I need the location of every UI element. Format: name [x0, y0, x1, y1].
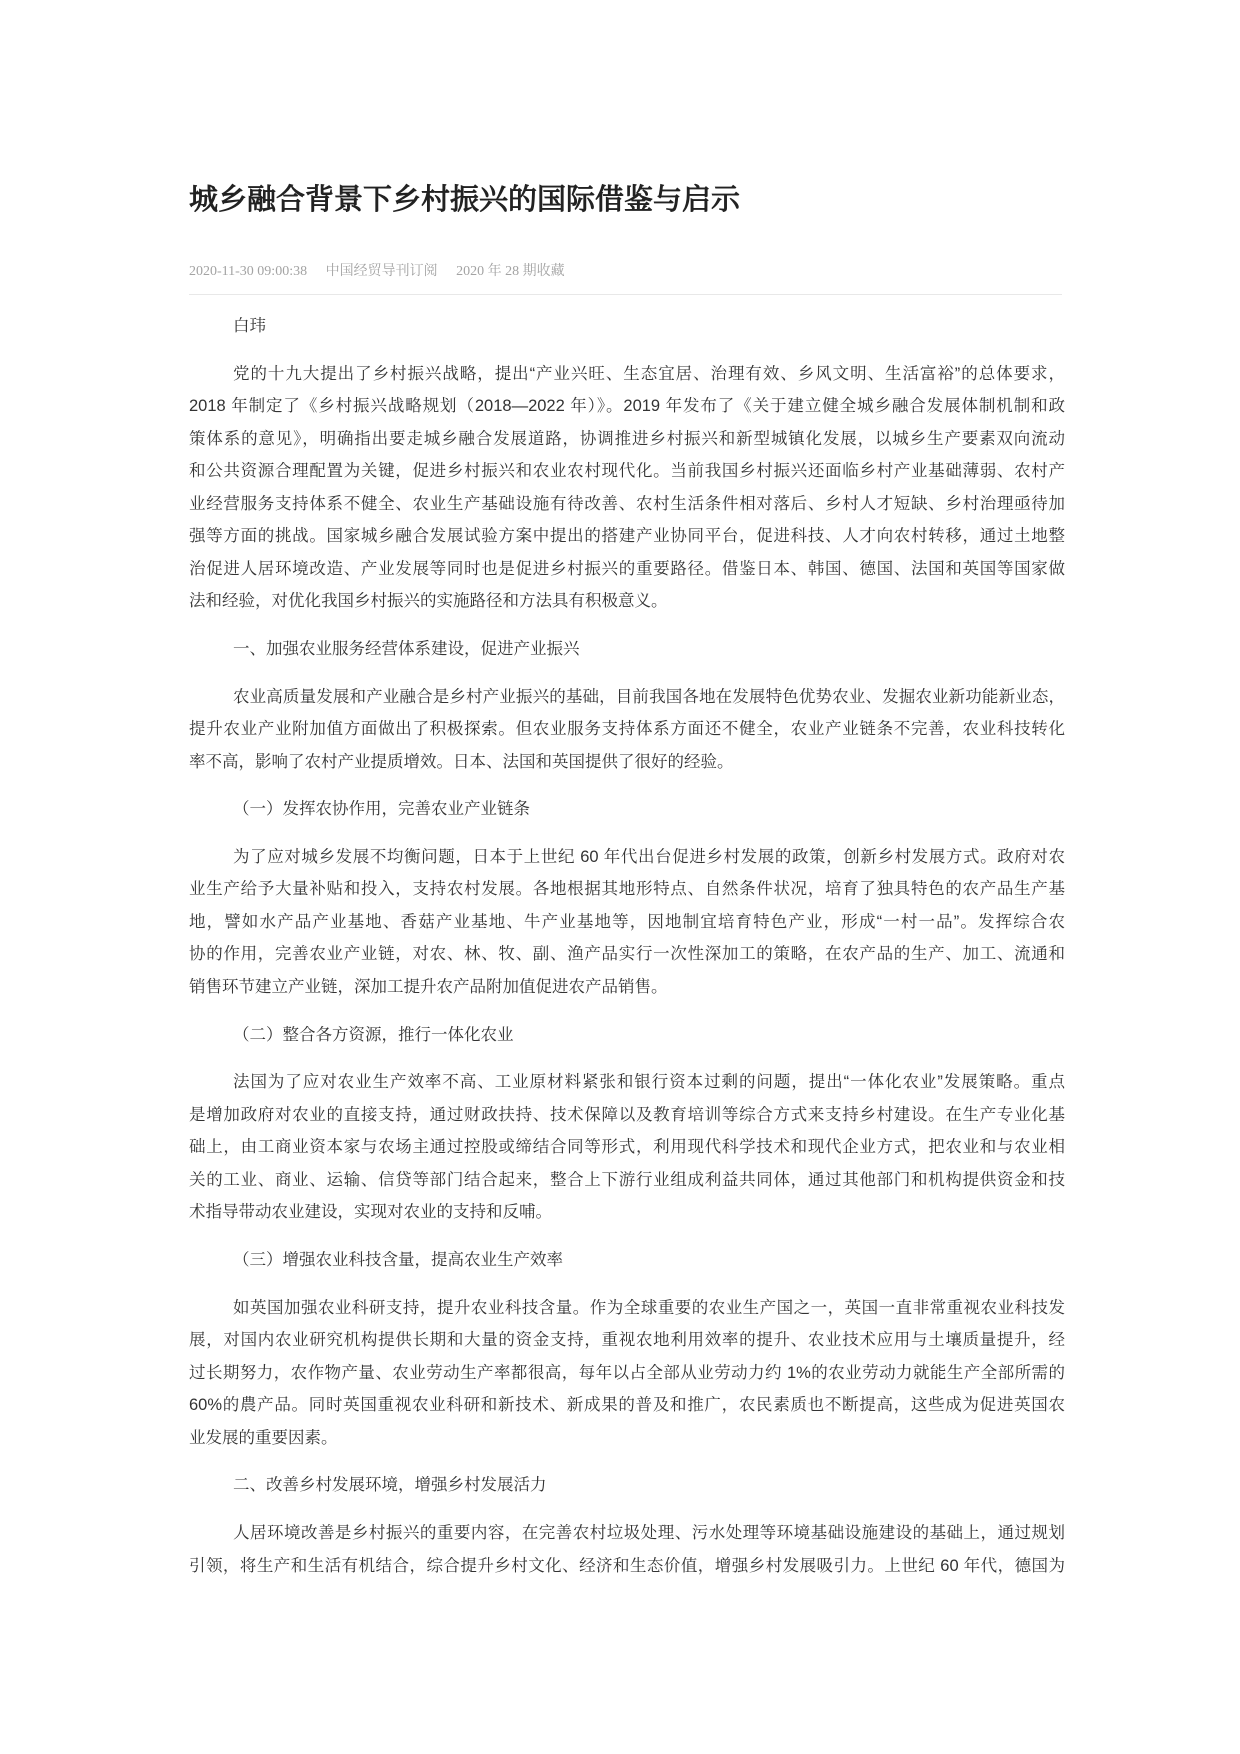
- article-body: [189, 310, 1065, 1597]
- paragraph-line: 础上，由工商业资本家与农场主通过控股或缔结合同等形式，利用现代科学技术和现代企业方式，把农业和与农业相: [189, 1138, 1065, 1157]
- body-paragraph: [189, 841, 1065, 1004]
- paragraph-line: 率不高，影响了农村产业提质增效。日本、法国和英国提供了很好的经验。: [189, 752, 734, 771]
- section-heading: 二、改善乡村发展环境，增强乡村发展活力: [233, 1476, 547, 1495]
- paragraph-line: 农业高质量发展和产业融合是乡村产业振兴的基础，目前我国各地在发展特色优势农业、发掘农业新功能新业态，: [233, 687, 1065, 706]
- paragraph-line: 业生产给予大量补贴和投入，支持农村发展。各地根据其地形特点、自然条件状况，培育了独具特色的农产品生产基: [189, 880, 1065, 899]
- paragraph-line: 人居环境改善是乡村振兴的重要内容，在完善农村垃圾处理、污水处理等环境基础设施建设的基础上，通过规划: [233, 1524, 1065, 1543]
- paragraph-line: 销售环节建立产业链，深加工提升农产品附加值促进农产品销售。: [189, 977, 668, 996]
- paragraph-line: 如英国加强农业科研支持，提升农业科技含量。作为全球重要的农业生产国之一，英国一直非常重视农业科技发: [233, 1298, 1065, 1317]
- meta-divider: [189, 294, 1062, 295]
- paragraph-line: 60%的農产品。同时英国重视农业科研和新技术、新成果的普及和推广，农民素质也不断提高，这些成为促进英国农: [189, 1396, 1065, 1415]
- paragraph-line: 业经营服务支持体系不健全、农业生产基础设施有待改善、农村生活条件相对落后、乡村人才短缺、乡村治理亟待加: [189, 494, 1065, 513]
- paragraph-line: 法和经验，对优化我国乡村振兴的实施路径和方法具有积极意义。: [189, 592, 668, 611]
- paragraph-line: 过长期努力，农作物产量、农业劳动生产率都很高，每年以占全部从业劳动力约 1%的农业劳动力就能生产全部所需的: [189, 1363, 1065, 1382]
- issue-label[interactable]: 2020 年 28 期: [456, 264, 537, 279]
- article-title: 城乡融合背景下乡村振兴的国际借鉴与启示: [189, 184, 741, 216]
- paragraph-line: 术指导带动农业建设，实现对农业的支持和反哺。: [189, 1203, 552, 1222]
- body-paragraph: [189, 358, 1065, 618]
- paragraph-line: 协的作用，完善农业产业链，对农、林、牧、副、渔产品实行一次性深加工的策略，在农产品的生产、加工、流通和: [189, 945, 1065, 964]
- article-meta: [189, 262, 565, 282]
- source-group: [326, 264, 438, 279]
- source-name[interactable]: 中国经贸导刊: [325, 264, 410, 279]
- body-paragraph: [189, 681, 1065, 779]
- paragraph-line: 和公共资源合理配置为关键，促进乡村振兴和农业农村现代化。当前我国乡村振兴还面临乡村产业基础薄弱、农村产: [189, 462, 1065, 481]
- body-paragraph: [189, 1292, 1065, 1455]
- paragraph-line: 治促进人居环境改造、产业发展等同时也是促进乡村振兴的重要路径。借鉴日本、韩国、德国、法国和英国等国家做: [189, 559, 1065, 578]
- section-heading: 一、加强农业服务经营体系建设，促进产业振兴: [233, 639, 580, 658]
- publish-time: 2020-11-30 09:00:38: [189, 264, 308, 279]
- paragraph-line: 提升农业产业附加值方面做出了积极探索。但农业服务支持体系方面还不健全，农业产业链条不完善，农业科技转化: [189, 720, 1065, 739]
- issue-group: [456, 264, 565, 279]
- paragraph-line: 2018 年制定了《乡村振兴战略规划（2018—2022 年）》。2019 年发布了《关于建立健全城乡融合发展体制机制和政: [189, 397, 1065, 416]
- body-paragraph: [189, 1066, 1065, 1229]
- paragraph-line: 关的工业、商业、运输、信贷等部门结合起来，整合上下游行业组成利益共同体，通过其他部门和机构提供资金和技: [189, 1170, 1065, 1189]
- body-paragraph: [189, 1517, 1065, 1582]
- paragraph-line: 强等方面的挑战。国家城乡融合发展试验方案中提出的搭建产业协同平台，促进科技、人才向农村转移，通过土地整: [189, 527, 1065, 546]
- paragraph-line: 党的十九大提出了乡村振兴战略，提出“产业兴旺、生态宜居、治理有效、乡风文明、生活富裕”的总体要求，: [233, 364, 1065, 383]
- paragraph-line: 引领，将生产和生活有机结合，综合提升乡村文化、经济和生态价值，增强乡村发展吸引力。上世纪 60 年代，德国为: [189, 1556, 1065, 1575]
- subsection-heading: （二）整合各方资源，推行一体化农业: [233, 1025, 514, 1044]
- subsection-heading: （三）增强农业科技含量，提高农业生产效率: [233, 1251, 563, 1269]
- paragraph-line: 地，譬如水产品产业基地、香菇产业基地、牛产业基地等，因地制宜培育特色产业，形成“一村一品”。发挥综合农: [189, 912, 1065, 931]
- favorite-link[interactable]: 收藏: [536, 264, 565, 279]
- subsection-heading: （一）发挥农协作用，完善农业产业链条: [233, 800, 530, 819]
- paragraph-line: 是增加政府对农业的直接支持，通过财政扶持、技术保障以及教育培训等综合方式来支持乡村建设。在生产专业化基: [189, 1105, 1065, 1124]
- paragraph-line: 法国为了应对农业生产效率不高、工业原材料紧张和银行资本过剩的问题，提出“一体化农业”发展策略。重点: [233, 1073, 1065, 1092]
- paragraph-line: 业发展的重要因素。: [189, 1428, 338, 1447]
- paragraph-line: 展，对国内农业研究机构提供长期和大量的资金支持，重视农地利用效率的提升、农业技术应用与土壤质量提升，经: [189, 1331, 1065, 1350]
- paragraph-line: 策体系的意见》，明确指出要走城乡融合发展道路，协调推进乡村振兴和新型城镇化发展，以城乡生产要素双向流动: [189, 429, 1065, 448]
- author-name: 白玮: [233, 317, 266, 335]
- subscribe-link[interactable]: 订阅: [409, 264, 438, 279]
- paragraph-line: 为了应对城乡发展不均衡问题，日本于上世纪 60 年代出台促进乡村发展的政策，创新乡村发展方式。政府对农: [233, 847, 1065, 866]
